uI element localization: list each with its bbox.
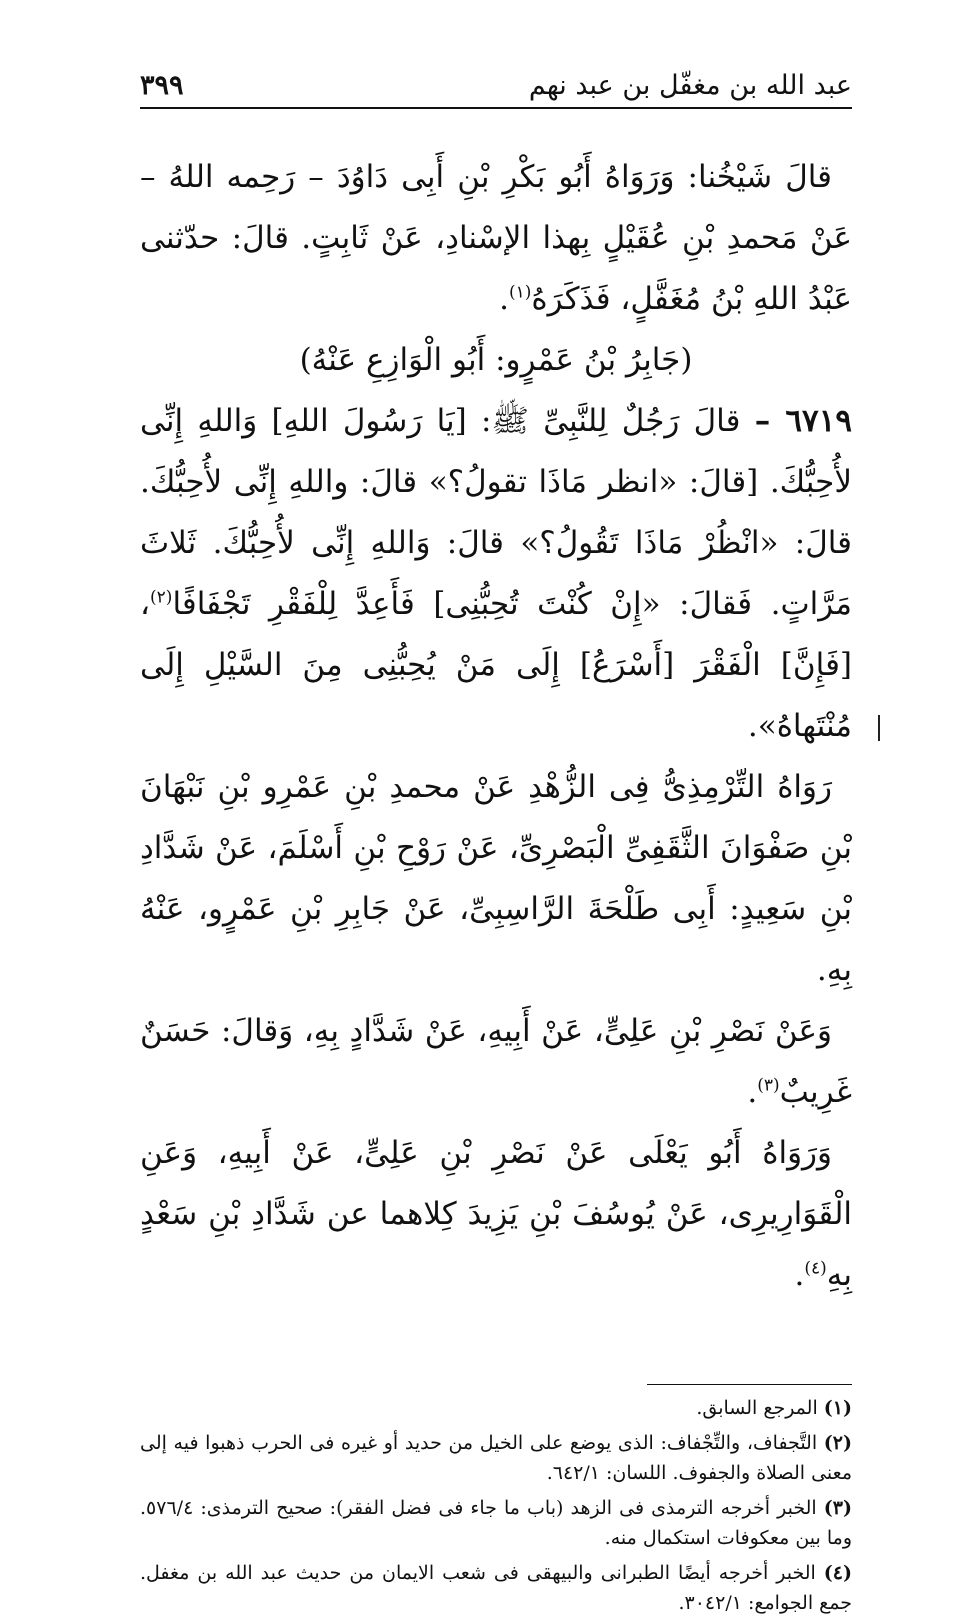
takhrij-paragraph: رَوَاهُ التِّرْمِذِىُّ فِى الزُّهْدِ عَنْ محمدِ بْنِ عَمْرِو بْنِ نَبْهَانَ بْنِ صَفْوَانَ الثَّقَفِىِّ الْبَصْرِىِّ، عَنْ رَوْحِ بْنِ أَسْلَمَ، عَنْ شَدَّادِ بْنِ سَعِيدٍ: أَبِى طَلْحَةَ الرَّاسِبِىِّ، عَنْ جَابِرِ بْنِ عَمْرٍو، عَنْهُ بِهِ.	[140, 769, 852, 988]
footnote-text: المرجع السابق.	[696, 1397, 818, 1419]
hadith-number: ٦٧١٩ –	[754, 403, 853, 439]
paragraph-text: وَرَوَاهُ أَبُو يَعْلَى عَنْ نَصْرِ بْنِ عَلِىٍّ، عَنْ أَبِيهِ، وَعَنِ الْقَوَارِيرِى، عَنْ يُوسُفَ بْنِ يَزِيدَ كِلاهما عن شَدَّادِ بْنِ سَعْدٍ بِهِ	[140, 1135, 852, 1293]
footnote-separator	[647, 1384, 852, 1385]
footnote-text: التَّجفاف، والتِّجْفاف: الذى يوضع على الخيل من حديد أو غيره فى الحرب ذهبوا فيه إلى معنى الصلاة والجفوف. اللسان: ٦٤٢/١.	[140, 1432, 852, 1484]
footnote-ref: (٢)	[150, 587, 173, 608]
hadith-text: قالَ رَجُلٌ لِلنَّبِىِّ ﷺ: [يَا رَسُولَ اللهِ] وَاللهِ إِنِّى لأُحِبُّكَ. [قالَ: «انظر مَاذَا تقولُ؟» قالَ: واللهِ إِنِّى لأُحِبُّكَ. قالَ: «انْظُرْ مَاذَا تَقُولُ؟» قالَ: وَاللهِ إِنِّى لأُحِبُّكَ. ثَلاثَ مَرَّاتٍ. فَقالَ: «إِنْ كُنْتَ تُحِبُّنِى] فَأَعِدَّ لِلْفَقْرِ تَجْفَافًا	[140, 403, 852, 622]
opening-paragraph: قالَ شَيْخُنا: وَرَوَاهُ أَبُو بَكْرِ بْنِ أَبِى دَاوُدَ – رَحِمه اللهُ – عَنْ مَحمدِ بْنِ عُقَيْلٍ بِهذا الإسْنادِ، عَنْ ثَابِتٍ. قالَ: حدّثنى عَبْدُ اللهِ بْنُ مُغَفَّلٍ، فَذَكَرَهُ$^{(١)}$.	[140, 159, 852, 317]
footnote-number: (١)	[823, 1397, 852, 1419]
running-header	[140, 70, 852, 109]
footnote-number: (٣)	[823, 1497, 852, 1519]
paragraph-text: وَعَنْ نَصْرِ بْنِ عَلِىٍّ، عَنْ أَبِيهِ، عَنْ شَدَّادٍ بِهِ، وَقالَ: حَسَنٌ غَرِيبٌ	[140, 1013, 852, 1110]
main-text	[140, 147, 852, 1306]
header-title: عبد الله بن مغفّل بن عبد نهم	[528, 70, 852, 101]
footnote	[140, 1428, 852, 1488]
footnote	[140, 1393, 852, 1423]
page-number: ٣٩٩	[140, 70, 184, 101]
footnote-ref: (٤)	[804, 1258, 827, 1279]
book-page	[140, 70, 852, 1623]
hadith-text-continued: ، [فَإِنَّ] الْفَقْرَ [أَسْرَعُ] إِلَى مَنْ يُحِبُّنِى مِنَ السَّيْلِ إِلَى مُنْتَهاهُ».	[140, 586, 852, 744]
footnote-text: الخبر أخرجه أيضًا الطبرانى والبيهقى فى شعب الايمان من حديث عبد الله بن مغفل. جمع الجوامع: ٣٠٤٢/١.	[140, 1562, 852, 1614]
footnotes	[140, 1384, 852, 1618]
section-title: (جَابِرُ بْنُ عَمْرٍو: أَبُو الْوَازِعِ عَنْهُ)	[299, 342, 693, 378]
footnote-ref: (١)	[508, 282, 532, 303]
footnote	[140, 1558, 852, 1618]
hadith-paragraph	[140, 391, 852, 757]
footnote-number: (٢)	[823, 1432, 852, 1454]
footnote	[140, 1493, 852, 1553]
footnote-text: الخبر أخرجه الترمذى فى الزهد (باب ما جاء فى فضل الفقر): صحيح الترمذى: ٥٧٦/٤. وما بين معكوفات استكمال منه.	[140, 1497, 852, 1549]
takhrij-paragraph: وَعَنْ نَصْرِ بْنِ عَلِىٍّ، عَنْ أَبِيهِ، عَنْ شَدَّادٍ بِهِ، وَقالَ: حَسَنٌ غَرِيبٌ$^{(٣)}$.	[140, 1013, 852, 1110]
footnote-ref: (٣)	[757, 1075, 780, 1096]
margin-mark	[878, 715, 880, 741]
footnote-number: (٤)	[823, 1562, 852, 1584]
takhrij-paragraph: وَرَوَاهُ أَبُو يَعْلَى عَنْ نَصْرِ بْنِ عَلِىٍّ، عَنْ أَبِيهِ، وَعَنِ الْقَوَارِيرِى، عَنْ يُوسُفَ بْنِ يَزِيدَ كِلاهما عن شَدَّادِ بْنِ سَعْدٍ بِهِ$^{(٤)}$.	[140, 1135, 852, 1293]
paragraph-text: قالَ شَيْخُنا: وَرَوَاهُ أَبُو بَكْرِ بْنِ أَبِى دَاوُدَ – رَحِمه اللهُ – عَنْ مَحمدِ بْنِ عُقَيْلٍ بِهذا الإسْنادِ، عَنْ ثَابِتٍ. قالَ: حدّثنى عَبْدُ اللهِ بْنُ مُغَفَّلٍ، فَذَكَرَهُ	[140, 159, 852, 317]
